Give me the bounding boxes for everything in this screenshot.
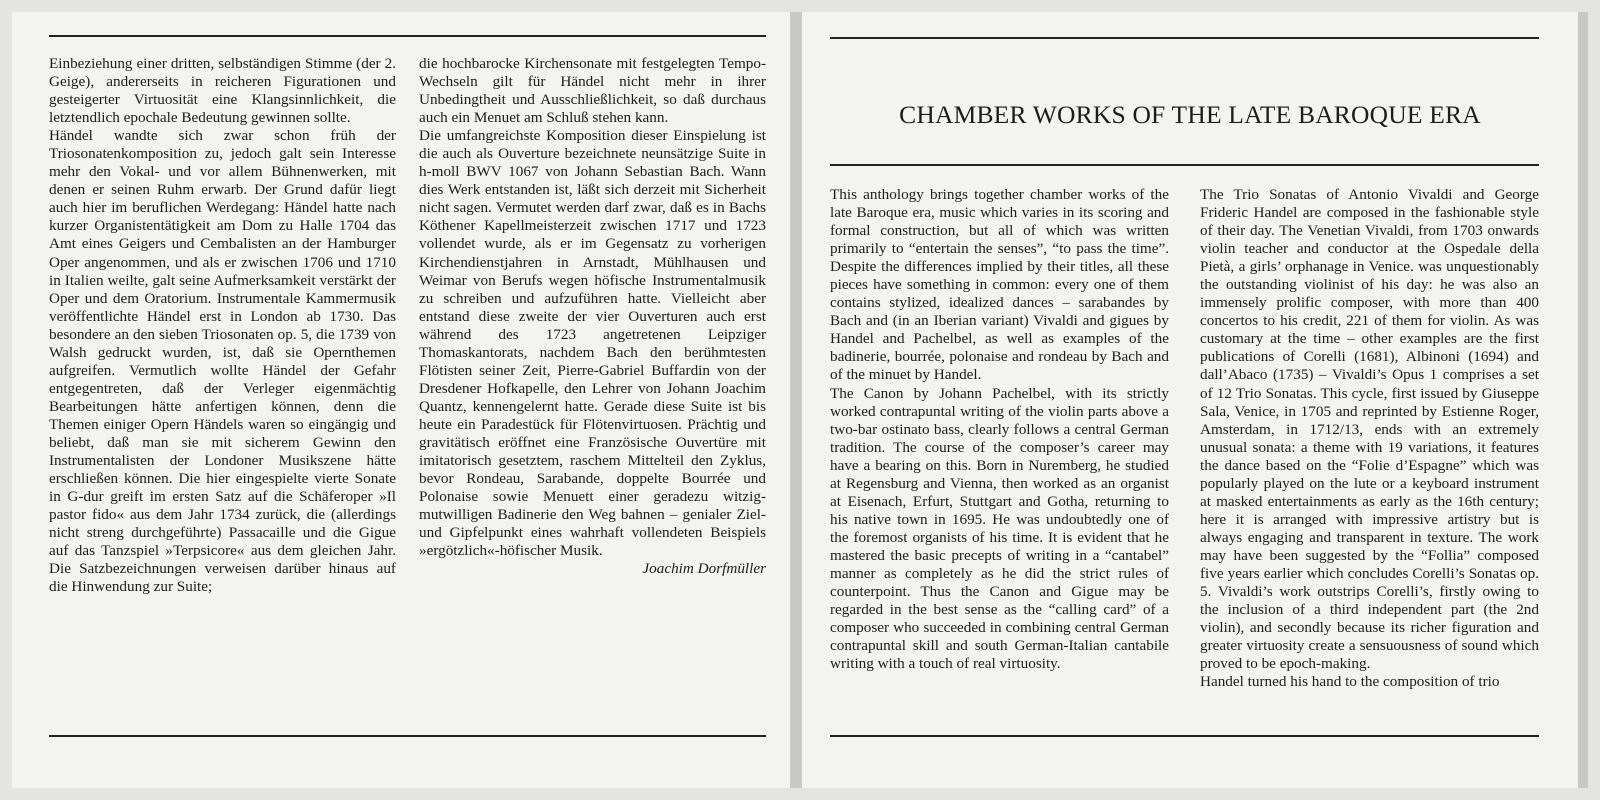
- paragraph: Handel turned his hand to the composition of trio: [1200, 673, 1500, 691]
- left-page-column-1: [49, 55, 396, 596]
- author-signature: Joachim Dorfmüller: [642, 560, 766, 578]
- paragraph: Einbeziehung einer dritten, selbständigen Stimme (der 2. Geige), andererseits in reicheren Figurationen und gesteigerter Virtuosität eine Klangsinnlichkeit, die letztendlich epochale Bedeutung gewinnen sollte.: [49, 55, 396, 127]
- right-page-column-1: [830, 186, 1169, 673]
- paragraph: This anthology brings together chamber works of the late Baroque era, music which varies in its scoring and formal construction, but all of which was written primarily to “entertain the senses”, “to pass the time”. Despite the differences implied by their titles, all these pieces have something in common: every one of them contains stylized, idealized dances – sarabandes by Bach and (in an Iberian variant) Vivaldi and gigues by Handel and Pachelbel, as well as examples of the badinerie, bourrée, polonaise and rondeau by Bach and of the minuet by Handel.: [830, 186, 1169, 384]
- booklet-spread: [12, 12, 1588, 788]
- left-page-column-2: [419, 55, 766, 578]
- title-rule: [830, 164, 1539, 166]
- top-rule: [830, 37, 1539, 39]
- paragraph: The Canon by Johann Pachelbel, with its strictly worked contrapuntal writing of the violin parts above a two-bar ostinato bass, clearly follows a central German tradition. The course of the composer’s career may have a bearing on this. Born in Nuremberg, he studied at Regensburg and Vienna, then worked as an organist at Eisenach, Erfurt, Stuttgart and Gotha, returning to his native town in 1695. He was undoubtedly one of the foremost organists of his time. It is evident that he mastered the basic precepts of writing in a “cantabel” manner as completely as he did the strict rules of counterpoint. Thus the Canon and Gigue may be regarded in the best sense as the “calling card” of a composer who succeeded in combining central German contrapuntal skill and south German-Italian cantabile writing with a touch of real virtuosity.: [830, 384, 1169, 673]
- right-page: [802, 12, 1578, 788]
- right-page-column-2: [1200, 186, 1539, 691]
- page-title: CHAMBER WORKS OF THE LATE BAROQUE ERA: [899, 100, 1481, 129]
- paragraph: Die umfangreichste Komposition dieser Einspielung ist die auch als Ouverture bezeichnete neunsätzige Suite in h-moll BWV 1067 von Johann Sebastian Bach. Wann dies Werk entstanden ist, läßt sich derzeit mit Sicherheit nicht sagen. Vermutet werden darf zwar, daß es in Bachs Köthener Kapellmeisterzeit zwischen 1717 und 1723 vollendet wurde, als er im Gegensatz zu vorherigen Kirchendienstjahren in Arnstadt, Mühlhausen und Weimar von Berufs wegen höfische Instrumentalmusik zu schreiben und aufzuführen hatte. Vielleicht aber entstand diese zweite der vier Ouverturen auch erst während des 1723 angetretenen Leipziger Thomaskantorats, nachdem Bach den berühmtesten Flötisten seiner Zeit, Pierre-Gabriel Buffardin von der Dresdener Hofkapelle, den Lehrer von Johann Joachim Quantz, kennengelernt hatte. Gerade diese Suite ist bis heute ein Paradestück für Flötenvirtuosen. Prächtig und gravitätisch eröffnet eine Französische Ouvertüre mit imitatorisch gesetztem, raschem Mittelteil den Zyklus, bevor Rondeau, Sarabande, doppelte Bourrée und Polonaise sowie Menuett einer geradezu witzig-mutwilligen Badinerie den Weg bahnen – genialer Ziel- und Gipfelpunkt eines wahrhaft vollendeten Beispiels »ergötzlich«-höfischer Musik.: [419, 127, 766, 560]
- bottom-rule: [830, 735, 1539, 737]
- top-rule: [49, 35, 766, 37]
- paragraph: die hochbarocke Kirchensonate mit festgelegten Tempo-Wechseln gilt für Händel nicht mehr in ihrer Unbedingtheit und Ausschließlichkeit, so daß durchaus auch ein Menuet am Schluß stehen kann.: [419, 55, 766, 127]
- left-page: [12, 12, 790, 788]
- paragraph: Händel wandte sich zwar schon früh der Triosonatenkomposition zu, jedoch galt sein Interesse mehr den Vokal- und vor allem Bühnenwerken, mit denen er seinen Ruhm erwarb. Der Grund dafür liegt auch hier im beruflichen Werdegang: Händel hatte nach kurzer Organistentätigkeit am Dom zu Halle 1704 das Amt eines Geigers und Cembalisten an der Hamburger Oper angenommen, und als er zwischen 1706 und 1710 in Italien weilte, galt seine Aufmerksamkeit verstärkt der Oper und dem Oratorium. Instrumentale Kammermusik veröffentlichte Händel erst in London ab 1730. Das besondere an den sieben Triosonaten op. 5, die 1739 von Walsh gedruckt wurden, ist, daß sie Opernthemen aufgreifen. Vermutlich wollte Händel der Gefahr entgegentreten, daß der Verleger eigenmächtig Bearbeitungen hätte anfertigen können, denn die Themen einiger Opern Händels waren so eingängig und beliebt, daß man sie mit sicherem Gewinn den Instrumentalisten der Londoner Musikszene hätte erschließen können. Die hier eingespielte vierte Sonate in G-dur greift im ersten Satz auf die Schäferoper »Il pastor fido« aus dem Jahr 1734 zurück, die (allerdings nicht streng durchgeführte) Passacaille und die Gigue auf das Tanzspiel »Terpsicore« aus dem gleichen Jahr. Die Satzbezeichnungen verweisen darüber hinaus auf die Hinwendung zur Suite;: [49, 127, 396, 596]
- bottom-rule: [49, 735, 766, 737]
- paragraph: The Trio Sonatas of Antonio Vivaldi and George Frideric Handel are composed in the fashionable style of their day. The Venetian Vivaldi, from 1703 onwards violin teacher and conductor at the Ospedale della Pietà, a girls’ orphanage in Venice. was unquestionably the outstanding violinist of his day: he was also an immensely prolific composer, with more than 400 concertos to his credit, 221 of them for violin. As was customary at the time – other examples are the first publications of Corelli (1681), Albinoni (1694) and dall’Abaco (1735) – Vivaldi’s Opus 1 comprises a set of 12 Trio Sonatas. This cycle, first issued by Giuseppe Sala, Venice, in 1705 and reprinted by Estienne Roger, Amsterdam, in 1712/13, ends with an extremely unusual sonata: a theme with 19 variations, it features the dance based on the “Folie d’Espagne” which was popularly played on the lute or a keyboard instrument at masked entertainments as early as the 16th century; here it is arranged with impressive artistry but is always engaging and transparent in texture. The work may have been suggested by the “Follia” composed five years earlier which concludes Corelli’s Sonatas op. 5. Vivaldi’s work outstrips Corelli’s, firstly owing to the inclusion of a third independent part (the 2nd violin), and secondly because its richer figuration and greater virtuosity create a sensuousness of sound which proved to be epoch-making.: [1200, 186, 1539, 673]
